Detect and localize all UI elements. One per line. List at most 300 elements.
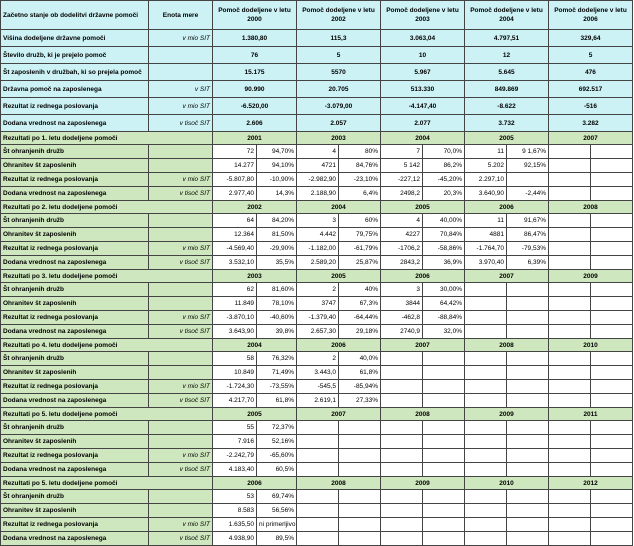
cell-percent	[423, 421, 465, 435]
row-value: -8.622	[465, 98, 549, 115]
cell-percent: -58,86%	[423, 242, 465, 256]
section-row	[1, 490, 633, 504]
cell-percent: 71,49%	[257, 366, 297, 380]
row-unit	[149, 504, 213, 518]
row-label: Št ohranjenih družb	[1, 283, 149, 297]
cell-percent	[591, 394, 633, 408]
cell-value	[381, 532, 423, 546]
cell-value	[549, 532, 591, 546]
row-label: Št ohranjenih družb	[1, 421, 149, 435]
section-row	[1, 297, 633, 311]
section-row	[1, 463, 633, 477]
cell-value	[465, 421, 507, 435]
cell-percent: 67,3%	[339, 297, 381, 311]
cell-value	[381, 504, 423, 518]
cell-percent	[591, 228, 633, 242]
cell-value: -1.724,30	[213, 380, 257, 394]
cell-percent	[591, 283, 633, 297]
cell-percent: -88,84%	[423, 311, 465, 325]
cell-percent	[339, 504, 381, 518]
cell-value: -2.242,79	[213, 449, 257, 463]
section-year: 2009	[549, 270, 633, 283]
cell-value	[381, 463, 423, 477]
row-value: 692.517	[549, 81, 633, 98]
cell-value	[549, 256, 591, 270]
cell-percent	[591, 421, 633, 435]
section-row	[1, 187, 633, 201]
section-header	[1, 477, 633, 490]
cell-percent	[591, 352, 633, 366]
cell-percent: 29,18%	[339, 325, 381, 339]
row-unit	[149, 214, 213, 228]
section-year: 2005	[297, 270, 381, 283]
cell-value: 1.635,50	[213, 518, 257, 532]
row-value: 5	[297, 47, 381, 64]
row-value: 476	[549, 64, 633, 81]
cell-value: -227,12	[381, 173, 423, 187]
row-unit: v tisoč SIT	[149, 187, 213, 201]
cell-percent	[591, 380, 633, 394]
cell-percent: 30,00%	[423, 283, 465, 297]
cell-value: 11.849	[213, 297, 257, 311]
cell-value: 7	[381, 145, 423, 159]
section-year: 2007	[465, 270, 549, 283]
cell-percent	[423, 518, 465, 532]
cell-value: -1.379,40	[297, 311, 339, 325]
cell-percent: 78,10%	[257, 297, 297, 311]
row-value: 329,64	[549, 30, 633, 47]
row-label: Št ohranjenih družb	[1, 214, 149, 228]
cell-percent: 70,0%	[423, 145, 465, 159]
cell-value	[381, 394, 423, 408]
cell-percent: 72,37%	[257, 421, 297, 435]
section-year: 2006	[297, 339, 381, 352]
cell-percent: 52,16%	[257, 435, 297, 449]
cell-percent	[507, 449, 549, 463]
cell-value: 2.589,20	[297, 256, 339, 270]
cell-percent: ni primerljivo	[257, 518, 297, 532]
cell-percent: -73,55%	[257, 380, 297, 394]
header-year: Pomoč dodeljene v letu 2002	[297, 1, 381, 30]
row-value: 513.330	[381, 81, 465, 98]
cell-percent: 56,56%	[257, 504, 297, 518]
row-value: 5.645	[465, 64, 549, 81]
row-label: Dodana vrednost na zaposlenega	[1, 256, 149, 270]
cell-value	[549, 159, 591, 173]
row-unit: v tisoč SIT	[149, 532, 213, 546]
header-year: Pomoč dodeljene v letu 2000	[213, 1, 297, 30]
cell-value: 2.188,90	[297, 187, 339, 201]
row-unit	[149, 297, 213, 311]
row-unit: v tisoč SIT	[149, 115, 213, 132]
section-row	[1, 518, 633, 532]
row-label: Rezultat iz rednega poslovanja	[1, 242, 149, 256]
cell-value: -545,5	[297, 380, 339, 394]
row-value: 20.705	[297, 81, 381, 98]
cell-value	[549, 435, 591, 449]
cell-value: 5.202	[465, 159, 507, 173]
cell-percent	[591, 256, 633, 270]
row-unit	[149, 64, 213, 81]
section-year: 2005	[465, 132, 549, 145]
cell-value: 4721	[297, 159, 339, 173]
cell-percent	[423, 504, 465, 518]
row-value: 849.869	[465, 81, 549, 98]
cell-percent	[339, 435, 381, 449]
row-value: 5	[549, 47, 633, 64]
cell-value	[549, 187, 591, 201]
cell-value	[465, 463, 507, 477]
cell-percent: 89,5%	[257, 532, 297, 546]
summary-row	[1, 115, 633, 132]
section-row	[1, 366, 633, 380]
cell-value: 3.643,90	[213, 325, 257, 339]
cell-value	[465, 504, 507, 518]
cell-percent	[591, 159, 633, 173]
cell-value	[465, 297, 507, 311]
cell-value: 3.532,10	[213, 256, 257, 270]
cell-percent	[423, 449, 465, 463]
section-row	[1, 311, 633, 325]
table-body	[1, 1, 633, 546]
cell-value	[549, 518, 591, 532]
cell-percent: -23,10%	[339, 173, 381, 187]
section-title: Rezultati po 5. letu dodeljene pomoči	[1, 477, 213, 490]
cell-percent	[423, 490, 465, 504]
row-label: Število družb, ki je prejelo pomoč	[1, 47, 149, 64]
section-row	[1, 173, 633, 187]
cell-percent: 81,60%	[257, 283, 297, 297]
cell-value	[297, 532, 339, 546]
cell-value: 4.938,90	[213, 532, 257, 546]
cell-percent: 86,2%	[423, 159, 465, 173]
row-label: Št ohranjenih družb	[1, 352, 149, 366]
cell-value	[549, 214, 591, 228]
cell-percent	[591, 490, 633, 504]
row-label: Dodana vrednost na zaposlenega	[1, 463, 149, 477]
header-row	[1, 1, 633, 30]
cell-value: 11	[465, 145, 507, 159]
row-label: Ohranitev št zaposlenih	[1, 504, 149, 518]
cell-value: 2498,2	[381, 187, 423, 201]
cell-percent	[507, 435, 549, 449]
cell-value	[465, 518, 507, 532]
section-row	[1, 242, 633, 256]
section-year: 2012	[549, 477, 633, 490]
cell-value: 2843,2	[381, 256, 423, 270]
summary-row	[1, 30, 633, 47]
row-label: Državna pomoč na zaposlenega	[1, 81, 149, 98]
row-label: Dodana vrednost na zaposlenega	[1, 394, 149, 408]
cell-percent	[591, 173, 633, 187]
row-value: -516	[549, 98, 633, 115]
cell-value: 5 142	[381, 159, 423, 173]
row-value: 15.175	[213, 64, 297, 81]
cell-value: -3.870,10	[213, 311, 257, 325]
cell-percent	[339, 463, 381, 477]
section-title: Rezultati po 5. letu dodeljene pomoči	[1, 408, 213, 421]
cell-percent: 6,39%	[507, 256, 549, 270]
cell-percent	[507, 380, 549, 394]
cell-value: 2.297,10	[465, 173, 507, 187]
cell-value: 3747	[297, 297, 339, 311]
cell-value	[297, 463, 339, 477]
cell-percent: 40%	[339, 283, 381, 297]
section-row	[1, 214, 633, 228]
section-year: 2007	[381, 339, 465, 352]
cell-value	[381, 352, 423, 366]
section-header	[1, 339, 633, 352]
cell-value: 62	[213, 283, 257, 297]
row-label: Višina dodeljene državne pomoči	[1, 30, 149, 47]
cell-percent	[507, 311, 549, 325]
cell-percent: 84,20%	[257, 214, 297, 228]
section-title: Rezultati po 3. letu dodeljene pomoči	[1, 270, 213, 283]
cell-percent: 25,87%	[339, 256, 381, 270]
row-value: 2.057	[297, 115, 381, 132]
section-year: 2009	[381, 477, 465, 490]
cell-value	[465, 366, 507, 380]
cell-percent: -79,53%	[507, 242, 549, 256]
cell-value	[465, 352, 507, 366]
cell-value: 8.583	[213, 504, 257, 518]
row-label: Dodana vrednost na zaposlenega	[1, 115, 149, 132]
row-label: Št ohranjenih družb	[1, 145, 149, 159]
cell-value: 4.183,40	[213, 463, 257, 477]
cell-percent	[507, 490, 549, 504]
section-row	[1, 352, 633, 366]
cell-value: 11	[465, 214, 507, 228]
cell-value	[549, 352, 591, 366]
summary-row	[1, 47, 633, 64]
cell-value: -1.764,70	[465, 242, 507, 256]
cell-value: 12.364	[213, 228, 257, 242]
row-unit	[149, 352, 213, 366]
summary-row	[1, 98, 633, 115]
cell-percent: 14,3%	[257, 187, 297, 201]
cell-percent	[507, 297, 549, 311]
header-unit: Enota mere	[149, 1, 213, 30]
cell-percent	[507, 325, 549, 339]
cell-value	[381, 380, 423, 394]
cell-percent: -61,79%	[339, 242, 381, 256]
section-year: 2007	[297, 408, 381, 421]
cell-value	[465, 325, 507, 339]
row-value: 2.606	[213, 115, 297, 132]
cell-value: -5.807,80	[213, 173, 257, 187]
row-unit: v tisoč SIT	[149, 325, 213, 339]
cell-percent	[591, 532, 633, 546]
cell-value	[549, 421, 591, 435]
cell-value	[465, 311, 507, 325]
cell-value	[549, 325, 591, 339]
cell-percent	[507, 394, 549, 408]
cell-value: 64	[213, 214, 257, 228]
cell-value	[549, 311, 591, 325]
section-year: 2008	[297, 477, 381, 490]
cell-percent: 84,76%	[339, 159, 381, 173]
section-year: 2003	[213, 270, 297, 283]
cell-value: 7.916	[213, 435, 257, 449]
cell-value	[465, 380, 507, 394]
section-row	[1, 504, 633, 518]
section-year: 2009	[465, 408, 549, 421]
section-title: Rezultati po 1. letu dodeljene pomoči	[1, 132, 213, 145]
cell-percent	[339, 490, 381, 504]
cell-percent	[591, 242, 633, 256]
cell-percent	[423, 532, 465, 546]
cell-percent	[507, 504, 549, 518]
cell-percent	[423, 380, 465, 394]
cell-value: 3.640,90	[465, 187, 507, 201]
cell-value: 2.977,40	[213, 187, 257, 201]
section-year: 2005	[213, 408, 297, 421]
cell-percent	[339, 518, 381, 532]
cell-percent: 60,5%	[257, 463, 297, 477]
cell-value: 3	[381, 283, 423, 297]
cell-value: 3.443,0	[297, 366, 339, 380]
cell-value	[549, 242, 591, 256]
cell-percent	[591, 297, 633, 311]
cell-percent: 36,9%	[423, 256, 465, 270]
cell-percent: 92,15%	[507, 159, 549, 173]
row-unit: v SIT	[149, 81, 213, 98]
cell-percent	[423, 463, 465, 477]
cell-value	[549, 380, 591, 394]
cell-percent	[507, 518, 549, 532]
row-label: Rezultat iz rednega poslovanja	[1, 173, 149, 187]
section-row	[1, 449, 633, 463]
row-unit: v mio SIT	[149, 173, 213, 187]
cell-percent	[591, 311, 633, 325]
row-value: 4.797,51	[465, 30, 549, 47]
cell-value	[549, 490, 591, 504]
cell-value	[549, 463, 591, 477]
row-value: 3.732	[465, 115, 549, 132]
cell-value	[381, 366, 423, 380]
cell-value	[381, 449, 423, 463]
section-year: 2002	[213, 201, 297, 214]
section-row	[1, 283, 633, 297]
cell-value: 3.970,40	[465, 256, 507, 270]
row-value: -6.520,00	[213, 98, 297, 115]
row-value: -3.079,00	[297, 98, 381, 115]
cell-value	[549, 228, 591, 242]
cell-percent: -65,60%	[257, 449, 297, 463]
header-label: Začetno stanje ob dodelitvi državne pomoči	[1, 1, 149, 30]
cell-value	[549, 297, 591, 311]
cell-value	[549, 366, 591, 380]
row-label: Ohranitev št zaposlenih	[1, 159, 149, 173]
row-unit	[149, 228, 213, 242]
summary-row	[1, 64, 633, 81]
cell-value: -462,8	[381, 311, 423, 325]
cell-value: 2740,9	[381, 325, 423, 339]
section-row	[1, 228, 633, 242]
cell-percent: -10,90%	[257, 173, 297, 187]
section-row	[1, 394, 633, 408]
row-unit: v mio SIT	[149, 242, 213, 256]
cell-value	[549, 145, 591, 159]
cell-percent: 32,0%	[423, 325, 465, 339]
cell-percent: 91,67%	[507, 214, 549, 228]
cell-value	[549, 283, 591, 297]
section-row	[1, 532, 633, 546]
cell-percent	[507, 173, 549, 187]
section-header	[1, 201, 633, 214]
section-year: 2007	[549, 132, 633, 145]
row-value: -4.147,40	[381, 98, 465, 115]
cell-percent	[591, 145, 633, 159]
cell-percent	[591, 325, 633, 339]
cell-value	[381, 490, 423, 504]
section-year: 2005	[381, 201, 465, 214]
cell-percent	[507, 283, 549, 297]
cell-value	[297, 449, 339, 463]
row-value: 76	[213, 47, 297, 64]
section-year: 2006	[381, 270, 465, 283]
cell-percent: 81,50%	[257, 228, 297, 242]
cell-percent: 79,75%	[339, 228, 381, 242]
cell-value: 3844	[381, 297, 423, 311]
cell-value: 10.849	[213, 366, 257, 380]
cell-value	[465, 394, 507, 408]
row-unit	[149, 421, 213, 435]
cell-percent: 27,33%	[339, 394, 381, 408]
cell-value: 3	[297, 214, 339, 228]
section-row	[1, 145, 633, 159]
cell-value	[465, 283, 507, 297]
cell-percent	[507, 463, 549, 477]
cell-value: 58	[213, 352, 257, 366]
row-label: Dodana vrednost na zaposlenega	[1, 532, 149, 546]
row-value: 3.282	[549, 115, 633, 132]
cell-percent	[423, 394, 465, 408]
cell-percent	[423, 435, 465, 449]
cell-percent: 40,0%	[339, 352, 381, 366]
row-unit: v mio SIT	[149, 449, 213, 463]
row-label: Dodana vrednost na zaposlenega	[1, 325, 149, 339]
summary-row	[1, 81, 633, 98]
cell-percent: 94,10%	[257, 159, 297, 173]
row-unit: v mio SIT	[149, 380, 213, 394]
cell-percent	[423, 366, 465, 380]
cell-value	[297, 504, 339, 518]
cell-percent: 61,8%	[257, 394, 297, 408]
cell-percent: 6,4%	[339, 187, 381, 201]
cell-percent	[339, 421, 381, 435]
row-unit	[149, 283, 213, 297]
row-unit	[149, 47, 213, 64]
section-year: 2006	[465, 201, 549, 214]
row-unit	[149, 159, 213, 173]
header-year: Pomoč dodeljene v letu 2006	[549, 1, 633, 30]
cell-value	[549, 394, 591, 408]
cell-value: 14.277	[213, 159, 257, 173]
row-label: Ohranitev št zaposlenih	[1, 228, 149, 242]
row-label: Ohranitev št zaposlenih	[1, 297, 149, 311]
row-unit: v mio SIT	[149, 518, 213, 532]
row-value: 10	[381, 47, 465, 64]
row-value: 2.077	[381, 115, 465, 132]
section-row	[1, 421, 633, 435]
cell-percent	[507, 366, 549, 380]
cell-value: 2	[297, 352, 339, 366]
cell-percent	[591, 214, 633, 228]
cell-value	[465, 449, 507, 463]
cell-percent: 39,8%	[257, 325, 297, 339]
cell-percent: 94,70%	[257, 145, 297, 159]
